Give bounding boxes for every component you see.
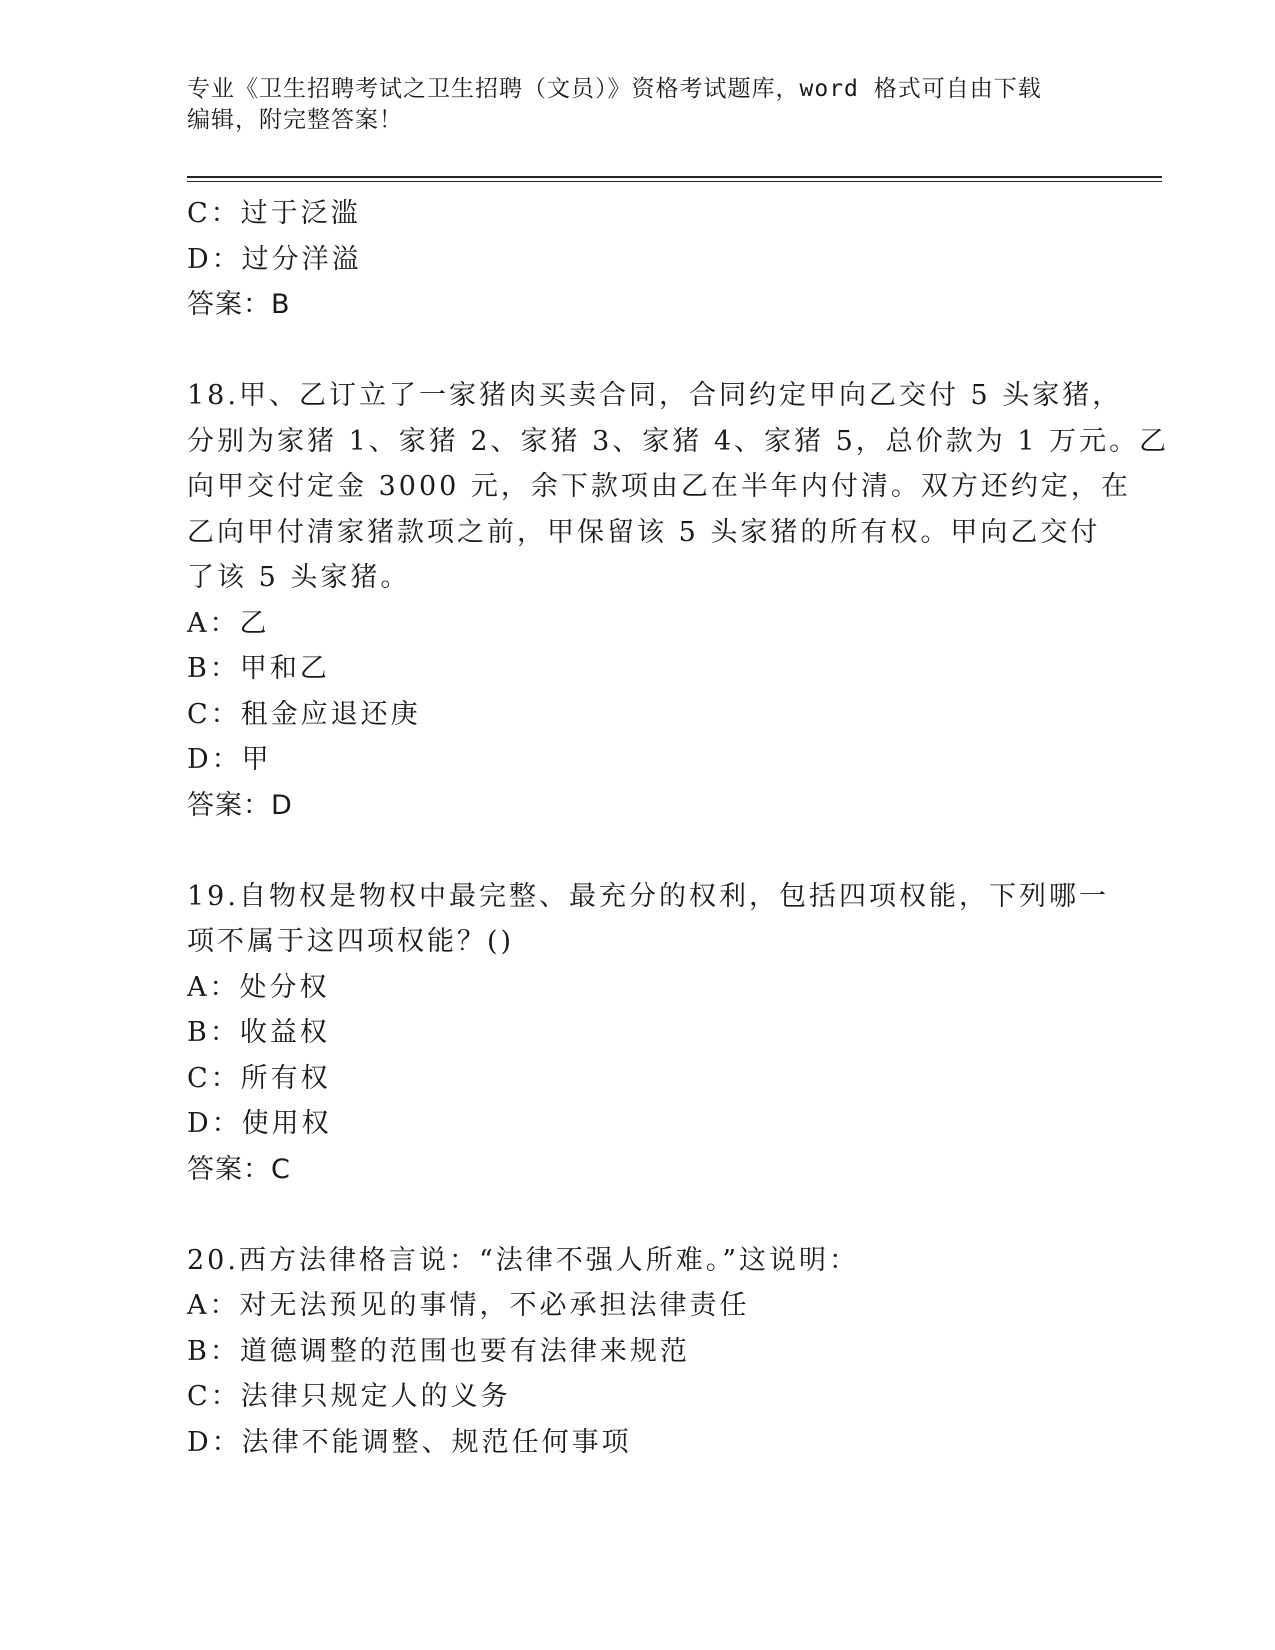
spacer xyxy=(187,1192,1087,1238)
question-stem-line: 分别为家猪 1、家猪 2、家猪 3、家猪 4、家猪 5，总价款为 1 万元。乙 xyxy=(187,425,1170,457)
answer-line: 答案：D xyxy=(187,789,293,821)
option-b: B：收益权 xyxy=(187,1017,330,1048)
option-d: D：使用权 xyxy=(187,1108,332,1139)
question-stem-line: 向甲交付定金 3000 元，余下款项由乙在半年内付清。双方还约定，在 xyxy=(187,471,1131,502)
header-divider-thin xyxy=(187,181,1162,182)
question-18 xyxy=(187,373,1170,828)
question-stem-line: 乙向甲付清家猪款项之前，甲保留该 5 头家猪的所有权。甲向乙交付 xyxy=(187,516,1101,548)
question-17 xyxy=(187,191,1087,328)
option-c: C：租金应退还庚 xyxy=(187,698,421,730)
question-stem-line: 了该 5 头家猪。 xyxy=(187,562,411,593)
header-line-1: 专业《卫生招聘考试之卫生招聘（文员）》资格考试题库，word 格式可自由下载 xyxy=(187,76,1042,102)
question-20 xyxy=(187,1238,1087,1466)
answer-line: 答案：B xyxy=(187,289,291,320)
option-a: A：处分权 xyxy=(187,971,330,1003)
document-body xyxy=(187,191,1170,1465)
question-stem-line: 19.自物权是物权中最完整、最充分的权利，包括四项权能，下列哪一 xyxy=(187,880,1109,912)
option-b: B：道德调整的范围也要有法律来规范 xyxy=(187,1335,690,1367)
option-a: A：对无法预见的事情，不必承担法律责任 xyxy=(187,1290,750,1321)
option-d: D：法律不能调整、规范任何事项 xyxy=(187,1426,632,1458)
question-stem-line: 项不属于这四项权能？() xyxy=(187,926,515,957)
option-b: B：甲和乙 xyxy=(187,653,330,684)
question-stem-line: 20.西方法律格言说：“法律不强人所难。”这说明： xyxy=(187,1244,860,1276)
question-19 xyxy=(187,874,1109,1193)
document-header xyxy=(187,74,1087,136)
question-stem-line: 18.甲、乙订立了一家猪肉买卖合同，合同约定甲向乙交付 5 头家猪， xyxy=(187,380,1123,411)
header-divider-thick xyxy=(187,176,1162,178)
option-a: A：乙 xyxy=(187,607,270,639)
option-c: C：法律只规定人的义务 xyxy=(187,1381,511,1412)
answer-line: 答案：C xyxy=(187,1153,291,1185)
option-c: C：所有权 xyxy=(187,1062,331,1094)
spacer xyxy=(187,328,1087,374)
option-d: D：过分洋溢 xyxy=(187,243,362,275)
option-d: D：甲 xyxy=(187,744,272,775)
option-c: C：过于泛滥 xyxy=(187,198,361,229)
header-line-2: 编辑，附完整答案！ xyxy=(187,107,403,133)
spacer xyxy=(187,828,1087,874)
